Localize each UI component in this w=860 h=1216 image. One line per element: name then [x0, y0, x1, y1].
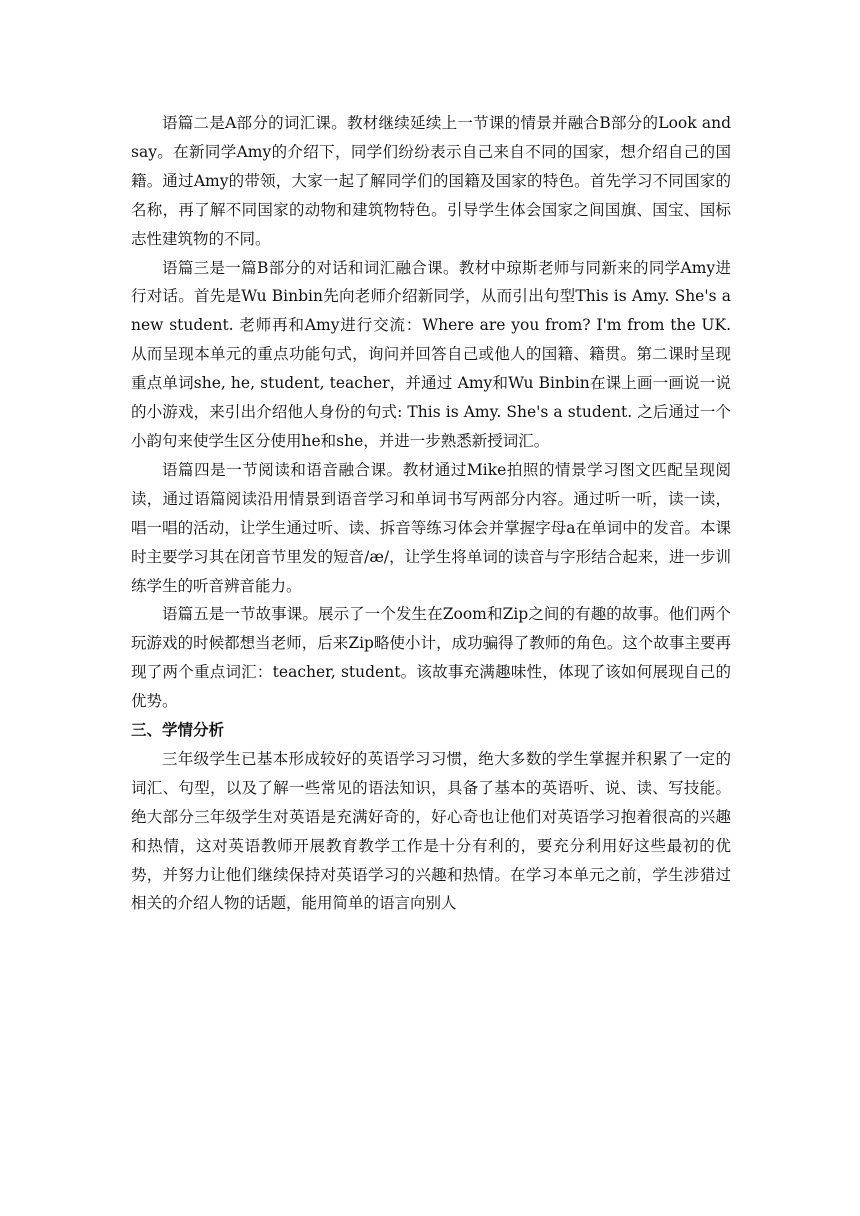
document-body — [131, 109, 731, 918]
paragraph-text-3: 语篇三是一篇B部分的对话和词汇融合课。教材中琼斯老师与同新来的同学Amy进行对话。首先是Wu Binbin先向老师介绍新同学，从而引出句型This is Amy. She's a new student. 老师再和Amy进行交流：Where are you from? I'm from the UK. 从而呈现本单元的重点功能句式，询问并回答自己或他人的国籍、籍贯。第二课时呈现重点单词she, he, student, teacher，并通过 Amy和Wu Binbin在课上画一画说一说的小游戏，来引出介绍他人身份的句式: This is Amy. She's a student. 之后通过一个小韵句来使学生区分使用he和she，并进一步熟悉新授词汇。 — [131, 258, 731, 450]
paragraph-learner-analysis: 三年级学生已基本形成较好的英语学习习惯，绝大多数的学生掌握并积累了一定的词汇、句型，以及了解一些常见的语法知识，具备了基本的英语听、说、读、写技能。绝大部分三年级学生对英语是充满好奇的，好心奇也让他们对英语学习抱着很高的兴趣和热情，这对英语教师开展教育教学工作是十分有利的，要充分利用好这些最初的优势，并努力让他们继续保持对英语学习的兴趣和热情。在学习本单元之前，学生涉猎过相关的介绍人物的话题，能用简单的语言向别人 — [131, 749, 731, 913]
paragraph-text-5: 语篇五是一节故事课。展示了一个发生在Zoom和Zip之间的有趣的故事。他们两个玩游戏的时候都想当老师，后来Zip略使小计，成功骗得了教师的角色。这个故事主要再现了两个重点词汇：teacher, student。该故事充满趣味性，体现了该如何展现自己的优势。 — [131, 605, 731, 711]
paragraph-text-4: 语篇四是一节阅读和语音融合课。教材通过Mike拍照的情景学习图文匹配呈现阅读，通过语篇阅读沿用情景到语音学习和单词书写两部分内容。通过听一听，读一读，唱一唱的活动，让学生通过听、读、拆音等练习体会并掌握字母a在单词中的发音。本课时主要学习其在闭音节里发的短音/æ/，让学生将单词的读音与字形结合起来，进一步训练学生的听音辨音能力。 — [131, 460, 731, 595]
section-heading: 三、学情分析 — [131, 721, 225, 740]
paragraph-text-2: 语篇二是A部分的词汇课。教材继续延续上一节课的情景并融合B部分的Look and say。在新同学Amy的介绍下，同学们纷纷表示自己来自不同的国家，想介绍自己的国籍。通过Amy的带领，大家一起了解同学们的国籍及国家的特色。首先学习不同国家的名称，再了解不同国家的动物和建筑物特色。引导学生体会国家之间国旗、国宝、国标志性建筑物的不同。 — [131, 114, 731, 248]
